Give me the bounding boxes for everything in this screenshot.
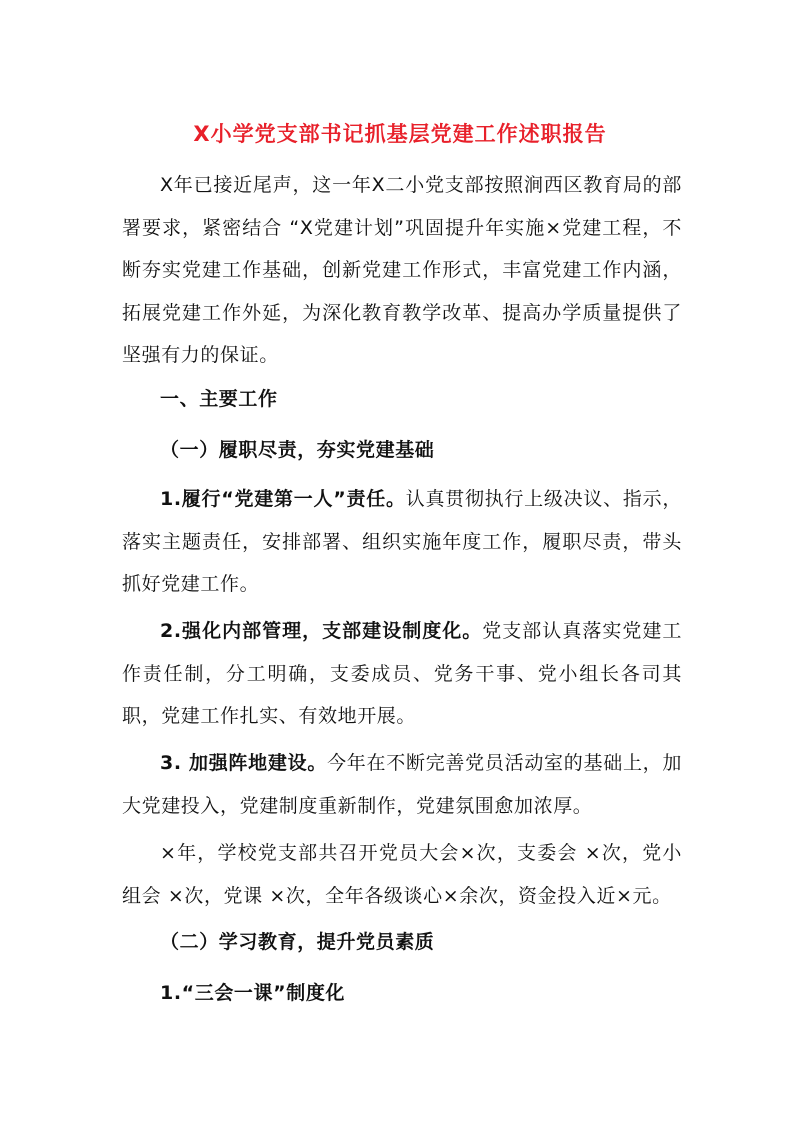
item-body-1: 认真贯彻执行上级决议、指示，落实主题责任，安排部署、组织实施年度工作，履职尽责，带头抓好党建工作。 [122, 488, 682, 595]
document-title: X小学党支部书记抓基层党建工作述职报告 [193, 122, 607, 146]
item-paragraph-1 [122, 478, 682, 606]
section-heading-main-work: 一、主要工作 [160, 388, 278, 410]
item-lead-1: 1.履行“党建第一人”责任。 [160, 488, 406, 510]
item-lead-2: 2.强化内部管理，支部建设制度化。 [160, 620, 483, 642]
stats-paragraph: ×年，学校党支部共召开党员大会×次，支委会 ×次，党小组会 ×次，党课 ×次，全年各级谈心×余次，资金投入近×元。 [122, 842, 682, 907]
subsection-heading-duties: （一）履职尽责，夯实党建基础 [160, 439, 435, 461]
item-body-3: 今年在不断完善党员活动室的基础上，加大党建投入，党建制度重新制作，党建氛围愈加浓厚。 [122, 752, 682, 817]
subsection-heading-learning: （二）学习教育，提升党员素质 [160, 931, 435, 953]
item-paragraph-3 [122, 742, 682, 827]
item-lead-3: 3. 加强阵地建设。 [160, 752, 328, 774]
item-heading-three-meetings: 1.“三会一课”制度化 [160, 982, 346, 1004]
intro-paragraph: X年已接近尾声，这一年X二小党支部按照涧西区教育局的部署要求，紧密结合 “X党建计划”巩固提升年实施×党建工程，不断夯实党建工作基础，创新党建工作形式，丰富党建工作内涵，拓展党建工作外延，为深化教育教学改革、提高办学质量提供了坚强有力的保证。 [122, 174, 682, 366]
item-body-2: 党支部认真落实党建工作责任制，分工明确，支委成员、党务干事、党小组长各司其职，党建工作扎实、有效地开展。 [122, 620, 682, 727]
item-paragraph-2 [122, 610, 682, 738]
